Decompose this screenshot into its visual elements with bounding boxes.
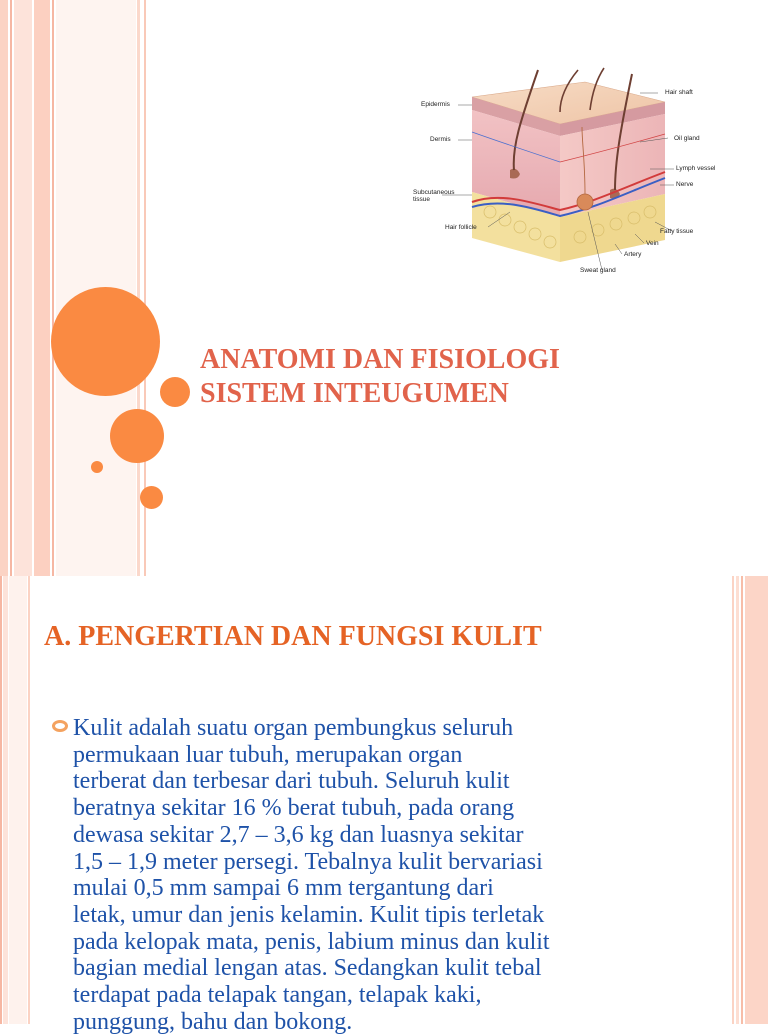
left-stripe-decoration [0, 0, 8, 576]
decorative-circle [110, 409, 164, 463]
paragraph-line: punggung, bahu dan bokong. [73, 1008, 353, 1035]
label-nerve: Nerve [676, 181, 694, 188]
slide-title-line: SISTEM INTEUGUMEN [200, 378, 509, 409]
left-stripe-decoration [52, 0, 54, 576]
left-stripe-decoration [3, 576, 8, 1024]
paragraph-line: mulai 0,5 mm sampai 6 mm tergantung dari [73, 875, 494, 902]
left-stripe-decoration [137, 0, 140, 576]
right-stripe-decoration [736, 576, 739, 1024]
paragraph-line: bagian medial lengan atas. Sedangkan kulit tebal [73, 955, 542, 982]
right-stripe-decoration [745, 576, 768, 1024]
label-oil-gland: Oil gland [674, 135, 700, 142]
right-stripe-decoration [741, 576, 743, 1024]
paragraph-line: 1,5 – 1,9 meter persegi. Tebalnya kulit bervariasi [73, 848, 543, 875]
decorative-circle [140, 486, 163, 509]
body-paragraph [73, 715, 733, 1035]
label-dermis: Dermis [430, 136, 451, 143]
label-lymph-vessel: Lymph vessel [676, 165, 716, 172]
label-tissue: tissue [413, 196, 430, 203]
left-stripe-decoration [28, 576, 30, 1024]
bullet-icon [52, 720, 68, 732]
skin-anatomy-diagram [410, 52, 722, 280]
paragraph-line: terdapat pada telapak tangan, telapak kaki, [73, 982, 482, 1009]
left-stripe-decoration [34, 0, 50, 576]
left-stripe-decoration [9, 576, 27, 1024]
paragraph-line: letak, umur dan jenis kelamin. Kulit tipis terletak [73, 901, 545, 928]
label-vein: Vein [646, 240, 659, 247]
paragraph-line: Kulit adalah suatu organ pembungkus seluruh [73, 715, 514, 741]
left-stripe-decoration [0, 576, 2, 1024]
section-heading: A. PENGERTIAN DAN FUNGSI KULIT [44, 621, 542, 652]
paragraph-line: terberat dan terbesar dari tubuh. Seluruh kulit [73, 768, 510, 795]
label-artery: Artery [624, 251, 642, 258]
decorative-circle [160, 377, 190, 407]
label-fatty-tissue: Fatty tissue [660, 228, 694, 235]
label-epidermis: Epidermis [421, 101, 450, 108]
left-stripe-decoration [10, 0, 12, 576]
paragraph-line: beratnya sekitar 16 % berat tubuh, pada orang [73, 795, 515, 822]
label-hair-follicle: Hair follicle [445, 224, 477, 231]
decorative-circle-large [51, 287, 160, 396]
paragraph-line: dewasa sekitar 2,7 – 3,6 kg dan luasnya sekitar [73, 821, 524, 848]
label-hair-shaft: Hair shaft [665, 89, 693, 96]
label-subcutaneous: Subcutaneous [413, 189, 455, 196]
slide-title [200, 343, 740, 411]
label-sweat-gland: Sweat gland [580, 267, 616, 274]
paragraph-line: pada kelopak mata, penis, labium minus dan kulit [73, 928, 550, 955]
decorative-circle-small [91, 461, 103, 473]
paragraph-line: permukaan luar tubuh, merupakan organ [73, 741, 463, 768]
slide-title-line: ANATOMI DAN FISIOLOGI [200, 344, 560, 375]
left-stripe-decoration [14, 0, 32, 576]
